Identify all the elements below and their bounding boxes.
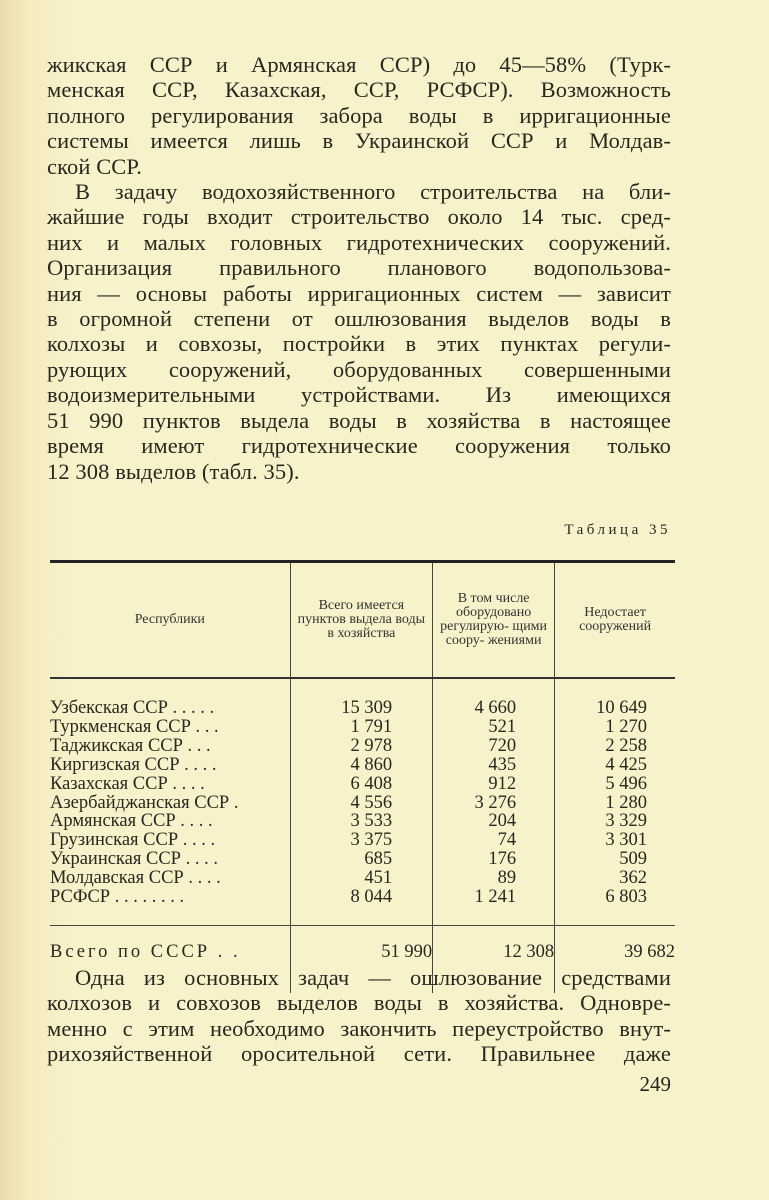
- republic-name: Молдавская ССР . . . .: [50, 868, 221, 889]
- republic-name: Украинская ССР . . . .: [50, 849, 218, 870]
- text-line: жайшие годы входит строительство около 14 тыс. сред-: [47, 204, 671, 230]
- table-row: [50, 869, 675, 888]
- page-number: 249: [639, 1072, 671, 1096]
- text-line: ния — основы работы ирригационных систем — зависит: [47, 280, 671, 306]
- republic-name: Грузинская ССР . . . .: [50, 830, 216, 851]
- text-line: время имеют гидротехнические сооружения только: [47, 433, 671, 459]
- column-header-equipped: В том числе оборудовано регулирую- щими соору- жениями: [433, 562, 555, 679]
- equipped-value: 4 660: [433, 699, 555, 718]
- republic-name: Киргизская ССР . . . .: [50, 754, 217, 775]
- text-line: ской ССР.: [47, 153, 142, 179]
- text-line: колхозы и совхозы, постройки в этих пунктах регули-: [47, 331, 671, 357]
- republic-name: Азербайджанская ССР .: [50, 792, 239, 813]
- paragraph-3: [47, 965, 671, 1067]
- lacking-value: 362: [555, 869, 675, 888]
- total-label: Всего по СССР . .: [50, 925, 290, 978]
- total-value: 6 408: [290, 775, 432, 794]
- text-line: рующих сооружений, оборудованных совершенными: [47, 356, 671, 382]
- total-value: 51 990: [290, 925, 432, 978]
- equipped-value: 720: [433, 737, 555, 756]
- equipped-value: 521: [433, 718, 555, 737]
- book-page: [47, 52, 675, 1096]
- table-row: [50, 850, 675, 869]
- lacking-value: 5 496: [555, 775, 675, 794]
- total-value: 8 044: [290, 888, 432, 907]
- text-line: полного регулирования забора воды в ирригационные: [47, 102, 671, 128]
- paragraph-2: [47, 179, 671, 484]
- data-table: [50, 560, 675, 993]
- equipped-value: 89: [433, 869, 555, 888]
- republic-name: Казахская ССР . . . .: [50, 773, 205, 794]
- lacking-value: 509: [555, 850, 675, 869]
- lacking-value: 10 649: [555, 699, 675, 718]
- table-row: [50, 831, 675, 850]
- republic-name: РСФСР . . . . . . . .: [50, 887, 185, 908]
- equipped-value: 3 276: [433, 794, 555, 813]
- equipped-value: 12 308: [433, 925, 555, 978]
- text-line: них и малых головных гидротехнических сооружений.: [47, 229, 671, 255]
- lacking-value: 1 280: [555, 794, 675, 813]
- lacking-value: 6 803: [555, 888, 675, 907]
- text-line: жикская ССР и Армянская ССР) до 45—58% (Турк-: [47, 52, 671, 77]
- column-header-total-points: Всего имеется пунктов выдела воды в хозяйства: [290, 562, 432, 679]
- text-line: системы имеется лишь в Украинской ССР и Молдав-: [47, 128, 671, 154]
- equipped-value: 435: [433, 756, 555, 775]
- text-line: в огромной степени от ошлюзования выделов воды в: [47, 306, 671, 332]
- total-value: 4 860: [290, 756, 432, 775]
- table-row: [50, 737, 675, 756]
- total-value: 1 791: [290, 718, 432, 737]
- table-row: [50, 699, 675, 718]
- text-line: В задачу водохозяйственного строительства на бли-: [75, 179, 671, 205]
- lacking-value: 3 301: [555, 831, 675, 850]
- text-line: водоизмерительными устройствами. Из имеющихся: [47, 382, 671, 408]
- text-line: колхозов и совхозов выделов воды в хозяйства. Одновре-: [47, 990, 671, 1016]
- paragraph-1: [47, 52, 671, 179]
- total-value: 3 533: [290, 812, 432, 831]
- total-value: 4 556: [290, 794, 432, 813]
- text-line: менская ССР, Казахская, ССР, РСФСР). Возможность: [47, 77, 671, 103]
- republic-name: Таджикская ССР . . .: [50, 735, 211, 756]
- republic-name: Туркменская ССР . . .: [50, 716, 219, 737]
- lacking-value: 3 329: [555, 812, 675, 831]
- text-line: Организация правильного планового водопользова-: [47, 255, 671, 281]
- text-line: рихозяйственной оросительной сети. Правильнее даже: [47, 1041, 671, 1067]
- total-value: 15 309: [290, 699, 432, 718]
- table-row: [50, 718, 675, 737]
- equipped-value: 912: [433, 775, 555, 794]
- column-header-lacking: Недостает сооружений: [555, 562, 675, 679]
- table-row: [50, 794, 675, 813]
- total-value: 2 978: [290, 737, 432, 756]
- text-line: 12 308 выделов (табл. 35).: [47, 458, 300, 484]
- table-row: [50, 756, 675, 775]
- total-value: 451: [290, 869, 432, 888]
- equipped-value: 176: [433, 850, 555, 869]
- lacking-value: 39 682: [555, 925, 675, 978]
- column-header-republics: Республики: [50, 562, 290, 679]
- equipped-value: 204: [433, 812, 555, 831]
- table-row: [50, 775, 675, 794]
- equipped-value: 1 241: [433, 888, 555, 907]
- text-line: Одна из основных задач — ошлюзование средствами: [75, 965, 671, 990]
- total-value: 685: [290, 850, 432, 869]
- text-line: менно с этим необходимо закончить переустройство внут-: [47, 1015, 671, 1041]
- lacking-value: 2 258: [555, 737, 675, 756]
- republic-name: Узбекская ССР . . . . .: [50, 698, 215, 718]
- lacking-value: 1 270: [555, 718, 675, 737]
- lacking-value: 4 425: [555, 756, 675, 775]
- table-row: [50, 888, 675, 907]
- republic-name: Армянская ССР . . . .: [50, 811, 213, 832]
- table-caption: Таблица 35: [564, 522, 671, 538]
- table-row: [50, 812, 675, 831]
- text-line: 51 990 пунктов выдела воды в хозяйства в настоящее: [47, 407, 671, 433]
- equipped-value: 74: [433, 831, 555, 850]
- total-value: 3 375: [290, 831, 432, 850]
